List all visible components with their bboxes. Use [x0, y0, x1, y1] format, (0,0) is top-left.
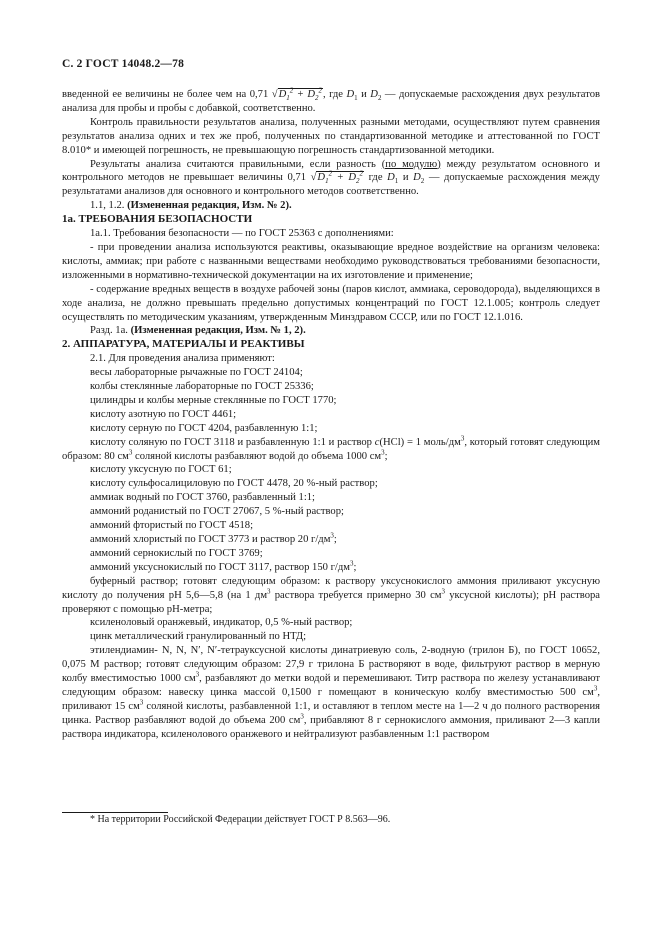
list-item-hcl: кислоту соляную по ГОСТ 3118 и разбавленную 1:1 и раствор c(HCl) = 1 моль/$дм^3$, который готовят следующим образом: 80 $см^3$ соляной кислоты разбавляют водой до объема 1000 $см^3$;: [62, 434, 600, 462]
section2-intro: 2.1. Для проведения анализа применяют:: [90, 353, 275, 365]
list-item: кислоту серную по ГОСТ 4204, разбавленную 1:1;: [90, 422, 318, 434]
list-item: аммоний сернокислый по ГОСТ 3769;: [90, 547, 263, 559]
sqrt-formula: $√D_1^2 + D_2^2$: [271, 86, 322, 103]
paragraph-tolerance: введенной ее величины не более чем на 0,71 $√D_1^2 + D_2^2$, где $D_1$ и $D_2$ — допускаемые расхождения двух результатов анализа для пробы и пробы с добавкой, соответственно.: [62, 86, 601, 114]
page-content: [62, 88, 600, 742]
list-item: кислоту азотную по ГОСТ 4461;: [90, 408, 237, 420]
safety-p2: - при проведении анализа используются реактивы, оказывающие вредное воздействие на организм человека: кислоты, аммиак; при работе с названными веществами необходимо руководствоваться требованиями безопасности, изложенными в нормативно-технической документации на их изготовление и применение;: [62, 241, 600, 281]
list-item-xylenol: ксиленоловый оранжевый, индикатор, 0,5 %-ный раствор;: [90, 617, 353, 629]
sqrt-formula-2: $√D_1^2 + D_2^2$: [310, 169, 364, 186]
list-item-trilon: этилендиамин- N, N, N′, N′-тетрауксусной кислоты динатриевую соль, 2-водную (трилон Б), по ГОСТ 10652, 0,075 М раствор; готовят следующим образом: 27,9 г трилона Б растворяют в воде, фильтруют раствор в мерную колбу вместимостью 1000 $см^3$, разбавляют до метки водой и перемешивают. Титр раствора по железу устанавливают следующим образом: навеску цинка массой 0,1500 г помещают в коническую колбу вместимостью 500 $см^3$, приливают 15 $см^3$ соляной кислоты, разбавленной 1:1, и оставляют в теплом месте на 1—2 ч до полного растворения цинка. Раствор разбавляют водой до объема 200 $см^3$, прибавляют 8 г сернокислого аммония, приливают 2—3 капли раствора индикатора, ксиленолового оранжевого и нейтрализуют разбавленным 1:1 раствором: [62, 645, 601, 740]
list-item: аммиак водный по ГОСТ 3760, разбавленный 1:1;: [90, 492, 315, 504]
list-item: аммоний хлористый по ГОСТ 3773 и раствор 20 $г/дм^3$;: [90, 531, 337, 545]
reagent-list: [62, 366, 600, 436]
section-title-2: 2. АППАРАТУРА, МАТЕРИАЛЫ И РЕАКТИВЫ: [62, 338, 305, 351]
footnote: * На территории Российской Федерации действует ГОСТ Р 8.563—96.: [90, 814, 391, 825]
paragraph-results: Результаты анализа считаются правильными, если разность (по модулю) между результатом основного и контрольного методов не превышает величины 0,71 $√D_1^2 + D_2^2$ где $D_1$ и $D_2$ — допускаемые расхождения между результатами анализов для основного и контрольного методов соответственно.: [62, 158, 600, 198]
list-item: аммоний уксуснокислый по ГОСТ 3117, раствор 150 $г/дм^3$;: [90, 559, 357, 573]
list-item: аммоний роданистый по ГОСТ 27067, 5 %-ный раствор;: [90, 506, 344, 518]
list-item-buffer: буферный раствор; готовят следующим образом: к раствору уксуснокислого аммония приливают уксусную кислоту до получения рН 5,6—5,8 (на 1 $дм^3$ раствора требуется примерно 30 $см^3$ уксусной кислоты); рН раствора проверяют с помощью рН-метра;: [62, 575, 600, 615]
revision-note-1: 1.1, 1.2. (Измененная редакция, Изм. № 2).: [90, 200, 292, 212]
list-item: кислоту сульфосалициловую по ГОСТ 4478, 20 %-ный раствор;: [90, 478, 378, 490]
reagent-list-2: [62, 463, 600, 574]
running-head: С. 2 ГОСТ 14048.2—78: [62, 58, 185, 70]
list-item: цилиндры и колбы мерные стеклянные по ГОСТ 1770;: [90, 394, 337, 406]
paragraph-control: Контроль правильности результатов анализа, полученных разными методами, осуществляют путем сравнения результатов анализа одних и тех же проб, полученных по стандартизованной методике и аттестованной по ГОСТ 8.010* и имеющей погрешность, не превышающую погрешность стандартизованной методики.: [62, 116, 600, 156]
section-title-1a: 1а. ТРЕБОВАНИЯ БЕЗОПАСНОСТИ: [62, 213, 253, 226]
safety-p1: 1а.1. Требования безопасности — по ГОСТ 25363 с дополнениями:: [90, 228, 394, 240]
safety-p3: - содержание вредных веществ в воздухе рабочей зоны (паров кислот, аммиака, сероводорода), выделяющихся в ходе анализа, не должно превышать предельно допустимых концентраций по ГОСТ 12.1.005; контроль следует осуществлять по методическим указаниям, утвержденным Минздравом СССР, или по ГОСТ 12.1.016.: [62, 283, 600, 323]
list-item: кислоту уксусную по ГОСТ 61;: [90, 464, 232, 476]
list-item: аммоний фтористый по ГОСТ 4518;: [90, 520, 254, 532]
revision-note-2: Разд. 1а. (Измененная редакция, Изм. № 1, 2).: [90, 325, 306, 337]
list-item: колбы стеклянные лабораторные по ГОСТ 25336;: [90, 381, 314, 393]
list-item-zinc: цинк металлический гранулированный по НТД;: [90, 631, 307, 643]
list-item: весы лабораторные рычажные по ГОСТ 24104;: [90, 367, 303, 379]
